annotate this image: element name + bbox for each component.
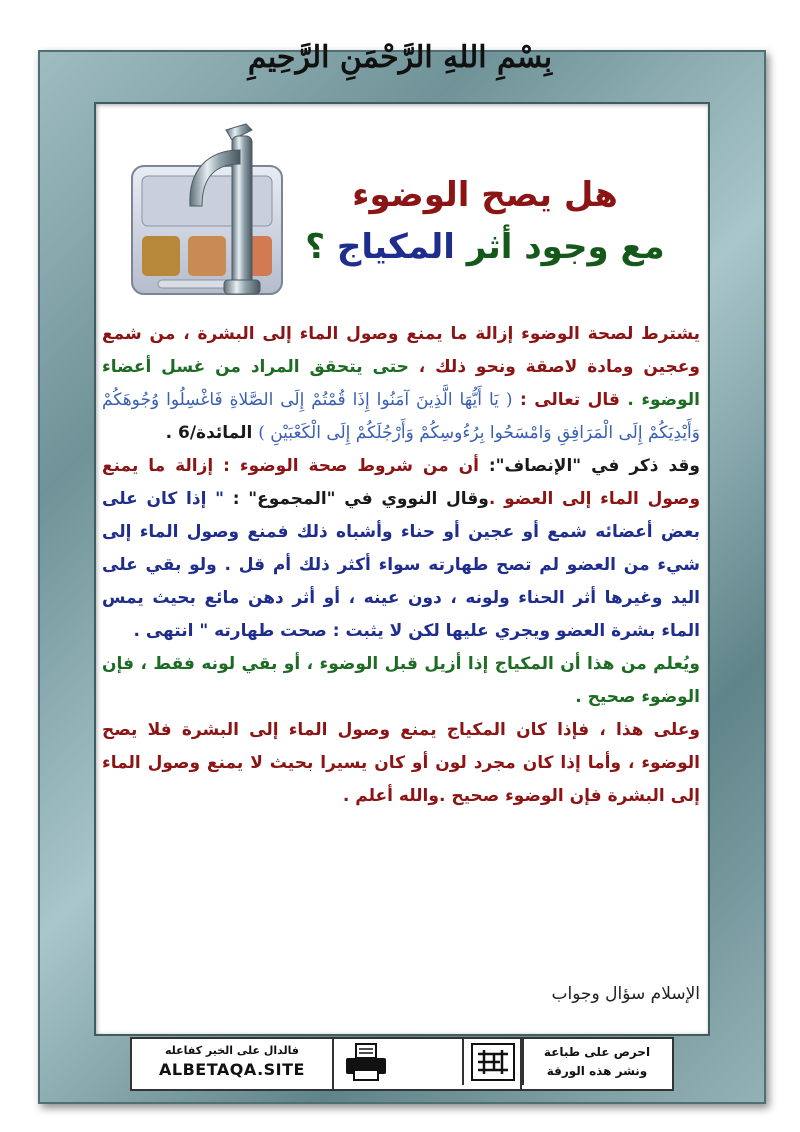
paragraph-2 xyxy=(102,450,700,648)
title-line-2 xyxy=(300,220,670,274)
paragraph-4: وعلى هذا ، فإذا كان المكياج يمنع وصول الماء إلى البشرة فلا يصح الوضوء ، وأما إذا كان مجرد لون أو كان يسيرا بحيث لا يمنع وصول الماء إلى البشرة فإن الوضوء صحيح .والله أعلم . xyxy=(102,720,700,806)
title-line-2-part-2: ؟ xyxy=(305,227,337,267)
p1-purpose: حتى يتحقق المراد من غسل أعضاء الوضوء . xyxy=(102,357,700,410)
article-body xyxy=(102,318,700,813)
p2-condition: أن من شروط صحة الوضوء : إزالة ما يمنع وصول الماء إلى العضو . xyxy=(102,456,701,509)
logo-icon xyxy=(470,1042,516,1082)
footer-notice-line-1: احرص على طباعة xyxy=(543,1045,651,1059)
calligraphy-logo xyxy=(462,1039,524,1085)
p1-quran-verse: ( يَا أَيُّهَا الَّذِينَ آمَنُوا إِذَا قُمْتُمْ إِلَى الصَّلاةِ فَاغْسِلُوا وُجُوهَكُمْ وَأَيْدِيَكُمْ إِلَى الْمَرَافِقِ وَامْسَحُوا بِرُءُوسِكُمْ وَأَرْجُلَكُمْ إِلَى الْكَعْبَيْنِ ) xyxy=(102,390,700,443)
page-title xyxy=(300,170,670,274)
footer-bar xyxy=(130,1037,674,1091)
footer-notice-line-2: ونشر هذه الورقة xyxy=(546,1064,648,1078)
print-area xyxy=(332,1039,400,1085)
footer-print-notice xyxy=(520,1039,672,1089)
p1-verse-reference: المائدة/6 . xyxy=(165,423,259,443)
source-attribution: الإسلام سؤال وجواب xyxy=(551,984,700,1004)
p1-quran-intro: قال تعالى : xyxy=(512,390,620,410)
title-line-2-part-1: مع وجود أثر xyxy=(454,227,665,267)
paragraph-1 xyxy=(102,318,700,450)
footer-site-block xyxy=(132,1039,334,1089)
title-highlight: المكياج xyxy=(336,227,455,267)
p2-nawawi-quote: " إذا كان على بعض أعضائه شمع أو عجين أو حناء وأشباه ذلك فمنع وصول الماء إلى شيء من العضو لم تصح طهارته سواء أكثر ذلك أم قل . ولو بقي على اليد وغيرها أثر الحناء ولونه ، دون عينه ، أو أثر دهن مائع بحيث يمس الماء بشرة العضو ويجري عليها لكن لا يثبت : صحت طهارته " انتهى . xyxy=(102,489,700,641)
bismillah-calligraphy: بِسْمِ اللهِ الرَّحْمَنِ الرَّحِيمِ xyxy=(247,40,553,75)
faucet-makeup-illustration xyxy=(128,110,298,302)
title-line-1: هل يصح الوضوء xyxy=(352,175,618,215)
paragraph-3: ويُعلم من هذا أن المكياج إذا أزيل قبل الوضوء ، أو بقي لونه فقط ، فإن الوضوء صحيح . xyxy=(102,654,700,707)
p2-source-intro: وقد ذكر في "الإنصاف": xyxy=(478,456,700,476)
site-link[interactable]: ALBETAQA.SITE xyxy=(159,1060,305,1079)
printer-icon xyxy=(344,1042,388,1082)
p1-requirement: يشترط لصحة الوضوء إزالة ما يمنع وصول الماء إلى البشرة ، من شمع وعجين ومادة لاصقة ونحو ذلك ، xyxy=(102,324,700,377)
p2-nawawi-intro: وقال النووي في "المجموع" : xyxy=(224,489,489,509)
footer-tagline: فالدال على الخير كفاعله xyxy=(164,1044,300,1057)
